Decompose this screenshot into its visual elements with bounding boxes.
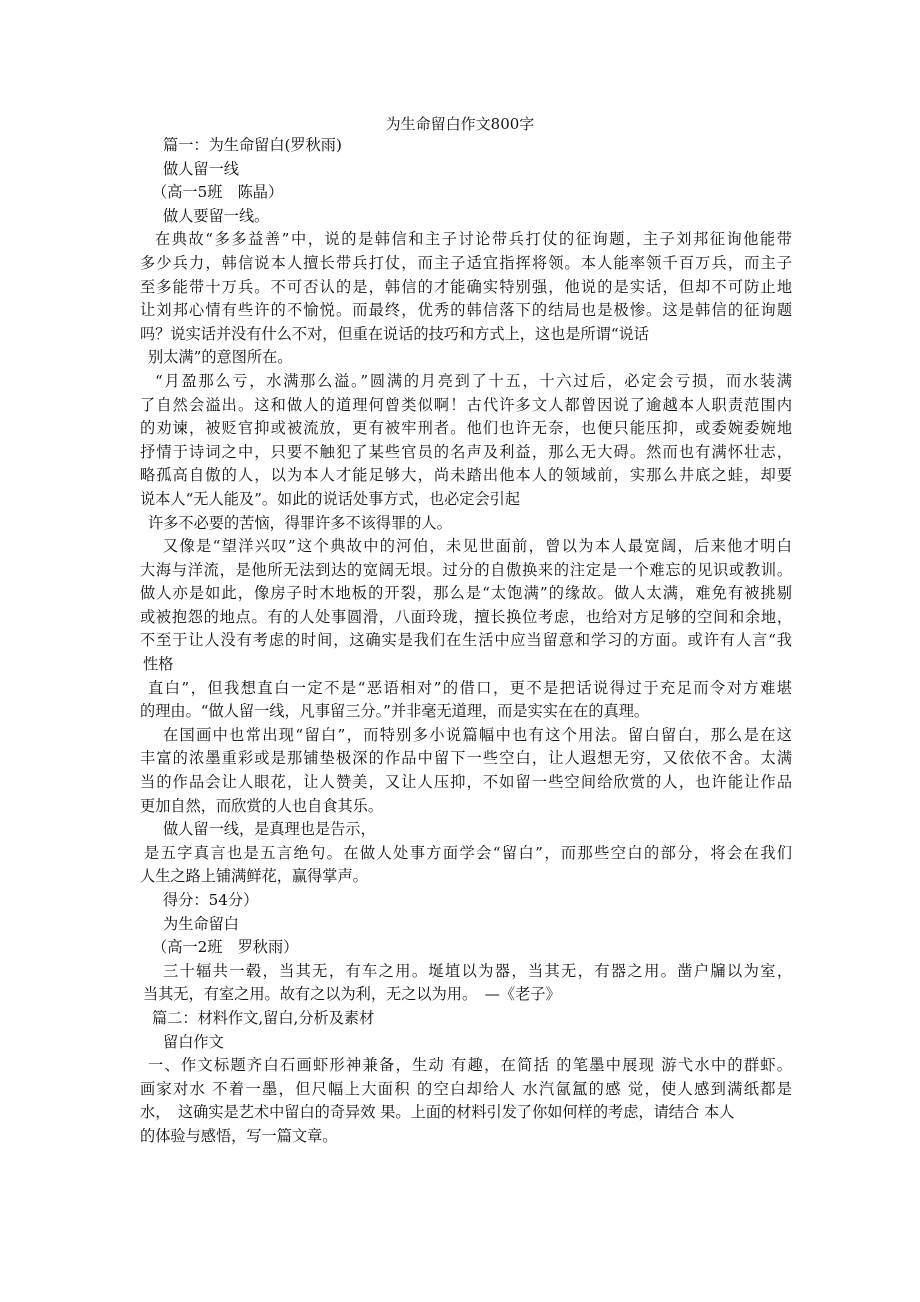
text-line: 抒情于诗词之中，只要不触犯了某些官员的名声及利益，那么无大碍。然而也有满怀壮志， <box>140 442 792 461</box>
text-line: 留白作文 <box>163 1032 224 1051</box>
text-line: 至多能带十万兵。不可否认的是，韩信的才能确实特别强，他说的是实话，但却不可防止地 <box>140 277 792 296</box>
text-line: 为生命留白 <box>163 914 239 933</box>
text-line: 许多不必要的苦恼，得罪许多不该得罪的人。 <box>148 513 452 532</box>
text-line: 又像是“望洋兴叹”这个典故中的河伯，未见世面前，曾以为本人最宽阔，后来他才明白 <box>163 537 792 556</box>
text-line: 做人亦是如此，像房子时木地板的开裂，那么是“太饱满”的缘故。做人太满，难免有被挑剔 <box>140 584 792 603</box>
text-line: 或被抱怨的地点。有的人处事圆滑，八面玲珑，擅长换位考虑，也给对方足够的空间和余地， <box>140 607 792 626</box>
text-line: 当其无，有室之用。故有之以为利，无之以为用。 —《老子》 <box>143 985 561 1004</box>
text-line: 一、作文标题齐白石画虾形神兼备，生动 有趣，在简括 的笔墨中展现 游弋水中的群虾。 <box>148 1056 792 1075</box>
text-line: 是五字真言也是五言绝句。在做人处事方面学会“留白”，而那些空白的部分，将会在我们 <box>144 843 792 862</box>
text-line: 多少兵力，韩信说本人擅长带兵打仗，而主子适宜指挥将领。本人能率领千百万兵，而主子 <box>140 253 792 272</box>
text-line: 得分：54分） <box>163 891 259 909</box>
document-body <box>140 134 792 1149</box>
text-line: （高一5班 陈晶） <box>152 183 284 202</box>
text-line: 更加自然，而欣赏的人也自食其乐。 <box>140 796 383 815</box>
text-line: 别太满”的意图所在。 <box>148 348 293 367</box>
text-line: 直白”，但我想直白一定不是“恶语相对”的借口，更不是把话说得过于充足而令对方难堪 <box>148 678 792 697</box>
text-line: 的劝谏，被贬官抑或被流放，更有被牢刑者。他们也许无奈，也便只能压抑，或委婉委婉地 <box>140 419 792 438</box>
text-line: 吗？说实话并没有什么不对，但重在说话的技巧和方式上，这也是所谓“说话 <box>140 324 649 343</box>
text-line: 做人留一线，是真理也是告示， <box>163 820 376 839</box>
text-line: 水， 这确实是艺术中留白的奇异效 果。上面的材料引发了你如何样的考虑，请结合 本人 <box>140 1103 735 1122</box>
text-line: 三十辐共一毂，当其无，有车之用。埏埴以为器，当其无，有器之用。凿户牖以为室， <box>163 961 792 980</box>
text-line: 在典故“多多益善”中，说的是韩信和主子讨论带兵打仗的征询题，主子刘邦征询他能带 <box>155 230 792 249</box>
text-line: 了自然会溢出。这和做人的道理何曾类似啊！古代许多文人都曾因说了逾越本人职责范围内 <box>140 395 792 414</box>
text-line: 让刘邦心情有些许的不愉悦。而最终，优秀的韩信落下的结局也是极惨。这是韩信的征询题 <box>140 301 792 320</box>
text-line: 当的作品会让人眼花，让人赞美，又让人压抑，不如留一些空间给欣赏的人，也许能让作品 <box>140 773 792 792</box>
text-line: 篇一：为生命留白(罗秋雨) <box>163 136 342 154</box>
text-line: 在国画中也常出现“留白”，而特别多小说篇幅中也有这个用法。留白留白，那么是在这 <box>163 725 792 744</box>
text-line: 说本人“无人能及”。如此的说话处事方式，也必定会引起 <box>140 489 521 508</box>
text-line: 的理由。“做人留一线，凡事留三分。”并非毫无道理，而是实实在在的真理。 <box>140 702 650 721</box>
text-line: 性格 <box>143 655 174 674</box>
text-line: 略孤高自傲的人，以为本人才能足够大，尚未踏出他本人的领域前，实那么井底之蛙，却要 <box>140 466 792 485</box>
text-line: 做人留一线 <box>163 159 239 178</box>
text-line: “月盈那么亏，水满那么溢。”圆满的月亮到了十五，十六过后，必定会亏损，而水装满 <box>155 371 792 390</box>
text-line: 不至于让人没有考虑的时间，这确实是我们在生活中应当留意和学习的方面。或许有人言“我 <box>140 631 792 650</box>
text-line: 人生之路上铺满鲜花，赢得掌声。 <box>140 867 368 886</box>
text-line: 的体验与感悟，写一篇文章。 <box>140 1126 338 1145</box>
text-line: 篇二：材料作文,留白,分析及素材 <box>152 1008 375 1027</box>
text-line: 大海与洋流，是他所无法到达的宽阔无垠。过分的自傲换来的注定是一个难忘的见识或教训。 <box>140 560 792 579</box>
text-line: 画家对水 不着一墨，但尺幅上大面积 的空白却给人 水汽氤氲的感 觉，使人感到满纸都是 <box>140 1079 792 1098</box>
text-line: 丰富的浓墨重彩或是那铺垫极深的作品中留下一些空白，让人遐想无穷，又依依不舍。太满 <box>140 749 792 768</box>
text-line: （高一2班 罗秋雨） <box>152 938 299 957</box>
document-title: 为生命留白作文800字 <box>385 115 535 133</box>
text-line: 做人要留一线。 <box>163 206 270 225</box>
